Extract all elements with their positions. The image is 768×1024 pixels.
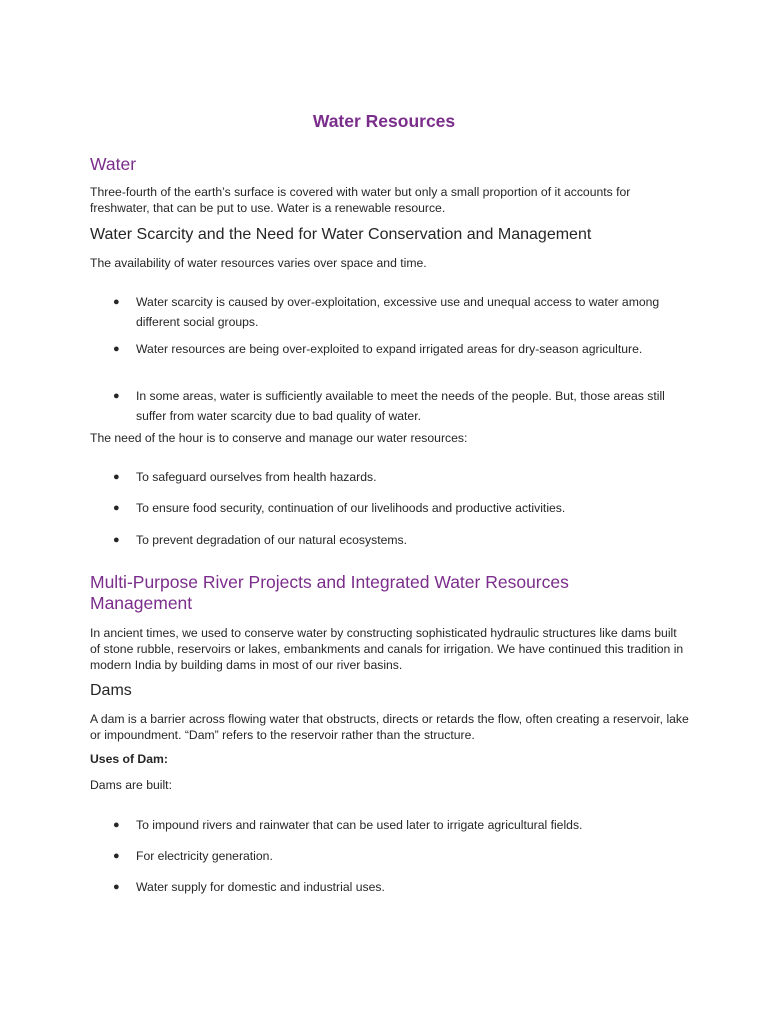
- list-item: In some areas, water is sufficiently available to meet the needs of the people. But, those areas still suffer from water scarcity due to bad quality of water.: [136, 389, 665, 423]
- paragraph-dams: A dam is a barrier across flowing water that obstructs, directs or retards the flow, often creating a reservoir, lake or impoundment. “Dam” refers to the reservoir rather than the structure.: [90, 712, 689, 742]
- heading-dams: Dams: [90, 682, 132, 699]
- list-item: To ensure food security, continuation of our livelihoods and productive activities.: [136, 501, 566, 515]
- bullet-icon: ●: [113, 296, 120, 308]
- heading-river-projects-line2: Management: [90, 593, 193, 613]
- bullet-icon: ●: [113, 390, 120, 402]
- heading-river-projects: [90, 572, 569, 614]
- page-title: Water Resources: [312, 111, 456, 131]
- paragraph-need-intro: The need of the hour is to conserve and manage our water resources:: [90, 431, 468, 445]
- list-item: To prevent degradation of our natural ecosystems.: [136, 533, 407, 547]
- list-item: Water scarcity is caused by over-exploitation, excessive use and unequal access to water among different social groups.: [136, 295, 660, 329]
- paragraph-water: Three-fourth of the earth’s surface is covered with water but only a small proportion of it accounts for freshwater, that can be put to use. Water is a renewable resource.: [90, 185, 631, 215]
- heading-water-scarcity: Water Scarcity and the Need for Water Conservation and Management: [90, 226, 592, 243]
- paragraph-dams-built: Dams are built:: [90, 778, 172, 792]
- bullet-icon: ●: [113, 502, 120, 514]
- bullet-icon: ●: [113, 819, 120, 831]
- list-item: For electricity generation.: [136, 849, 273, 863]
- list-item: To safeguard ourselves from health hazards.: [136, 470, 377, 484]
- paragraph-river-projects: In ancient times, we used to conserve water by constructing sophisticated hydraulic structures like dams built of stone rubble, reservoirs or lakes, embankments and canals for irrigation. We have continued this tradition in modern India by building dams in most of our river basins.: [90, 626, 684, 672]
- bullet-icon: ●: [113, 850, 120, 862]
- bullet-icon: ●: [113, 343, 120, 355]
- label-uses-of-dam: Uses of Dam:: [90, 752, 168, 766]
- bullet-icon: ●: [113, 534, 120, 546]
- bullet-icon: ●: [113, 881, 120, 893]
- heading-water: Water: [90, 154, 137, 174]
- list-item: To impound rivers and rainwater that can be used later to irrigate agricultural fields.: [136, 818, 583, 832]
- paragraph-scarcity-intro: The availability of water resources varies over space and time.: [90, 256, 427, 270]
- list-item: Water supply for domestic and industrial uses.: [136, 880, 385, 894]
- list-item: Water resources are being over-exploited to expand irrigated areas for dry-season agriculture.: [136, 342, 643, 356]
- heading-river-projects-line1: Multi-Purpose River Projects and Integrated Water Resources: [90, 572, 569, 592]
- bullet-icon: ●: [113, 471, 120, 483]
